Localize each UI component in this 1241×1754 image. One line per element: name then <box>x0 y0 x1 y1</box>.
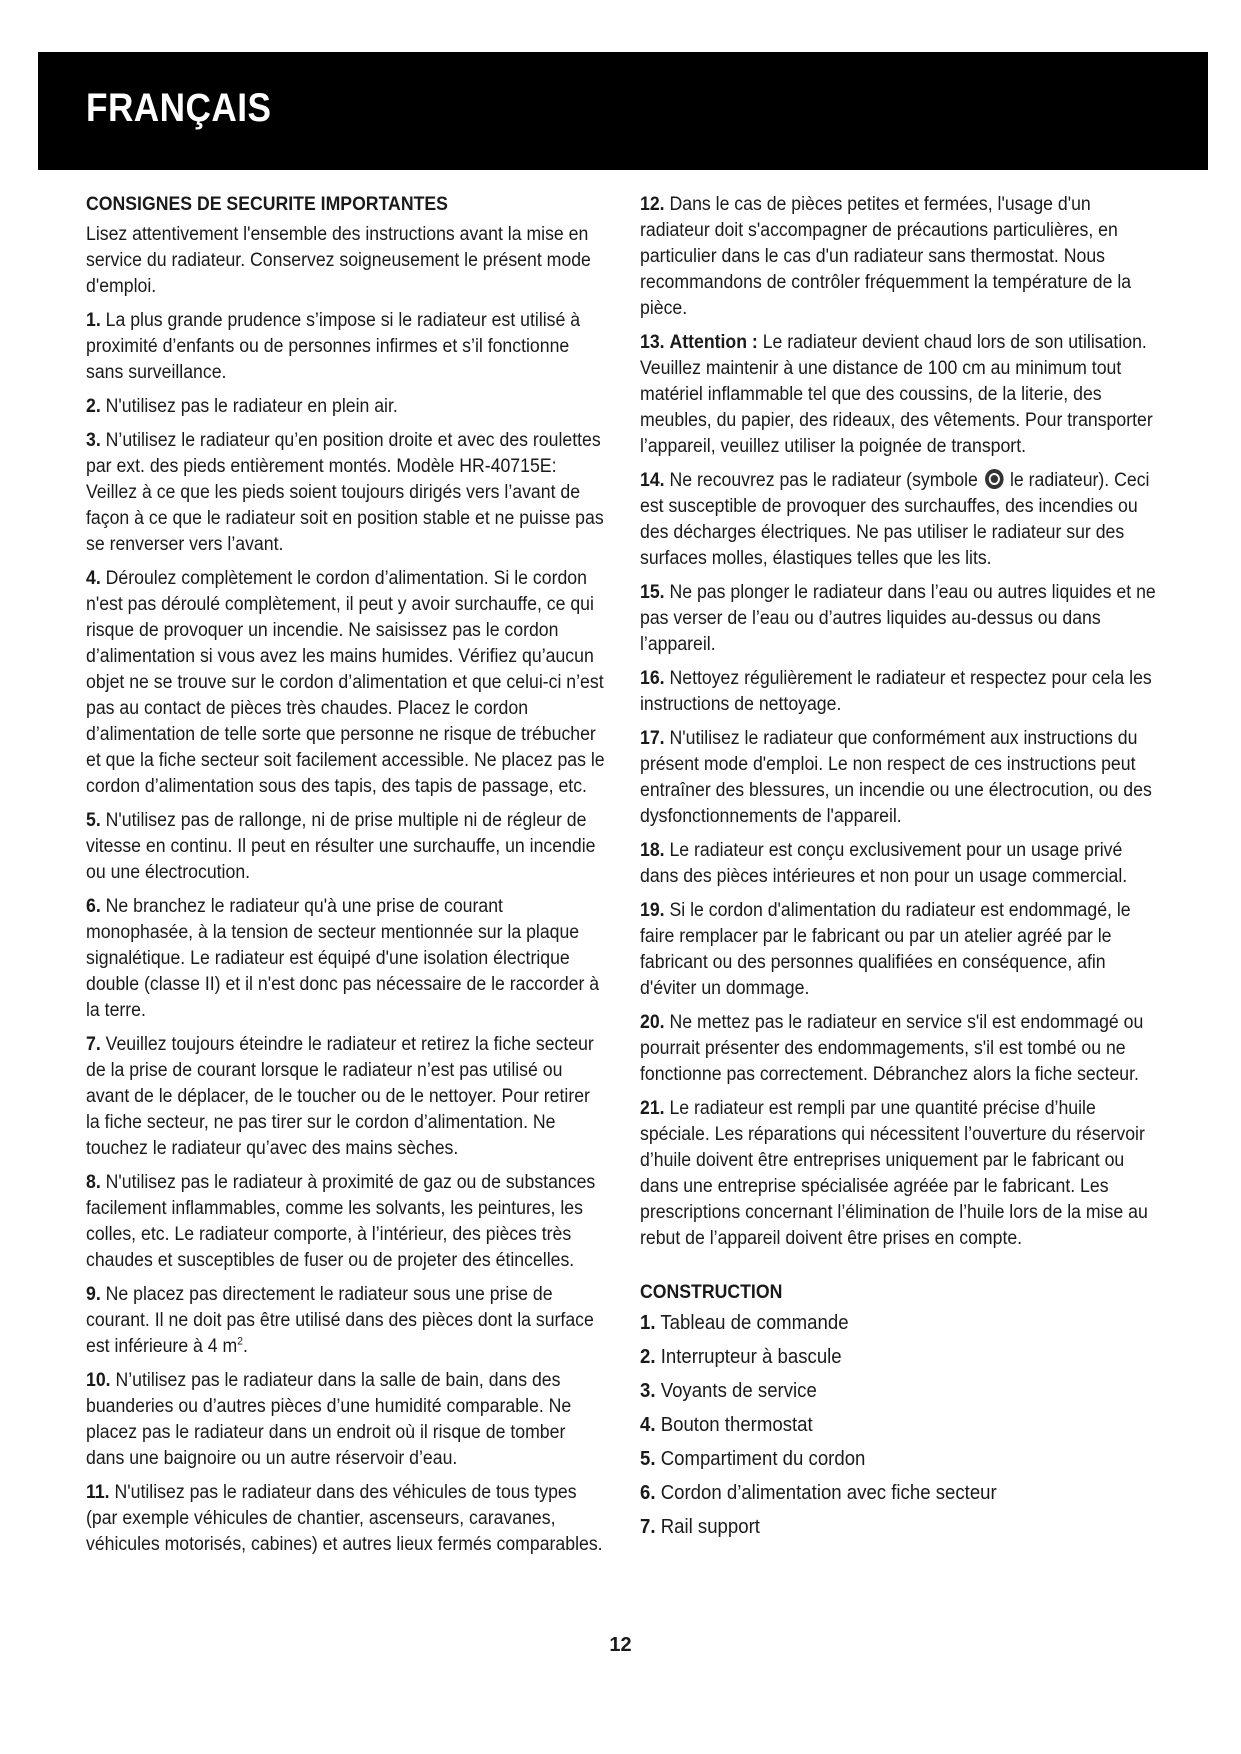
safety-item: 1. La plus grande prudence s’impose si le radiateur est utilisé à proximité d’enfants ou de personnes infirmes et s’il fonctionne sans surveillance. <box>86 310 581 383</box>
left-column <box>86 192 606 1566</box>
construction-item: 1. Tableau de commande <box>640 1312 849 1334</box>
safety-item: 17. N'utilisez le radiateur que conformément aux instructions du présent mode d'emploi. Le non respect de ces instructions peut entraîner des blessures, un incendie ou une électrocution, ou des dysfonctionnements de l'appareil. <box>640 728 1152 827</box>
construction-item: 7. Rail support <box>640 1516 760 1538</box>
safety-item: 4. Déroulez complètement le cordon d’alimentation. Si le cordon n'est pas déroulé complètement, il peut y avoir surchauffe, ce qui risque de provoquer un incendie. Ne saisissez pas le cordon d’alimentation si vous avez les mains humides. Vérifiez qu’aucun objet ne se trouve sur le cordon d’alimentation et que celui-ci n’est pas au contact de pièces très chaudes. Placez le cordon d’alimentation de telle sorte que personne ne risque de trébucher et que la fiche secteur soit facilement accessible. Ne placez pas le cordon d’alimentation sous des tapis, des tapis de passage, etc. <box>86 568 605 797</box>
safety-item: 21. Le radiateur est rempli par une quantité précise d’huile spéciale. Les réparations qui nécessitent l’ouverture du réservoir d’huile doivent être entreprises uniquement par le fabricant ou dans une entreprise spécialisée agréée par le fabricant. Les prescriptions concernant l’élimination de l’huile lors de la mise au rebut de l’appareil doivent être prises en compte. <box>640 1098 1148 1249</box>
safety-item: 18. Le radiateur est conçu exclusivement pour un usage privé dans des pièces intérieures et non pour un usage commercial. <box>640 840 1128 887</box>
page-title: FRANÇAIS <box>86 86 272 130</box>
safety-item: 6. Ne branchez le radiateur qu'à une prise de courant monophasée, à la tension de secteur mentionnée sur la plaque signalétique. Le radiateur est équipé d'une isolation électrique double (classe II) et il n'est donc pas nécessaire de le raccorder à la terre. <box>86 896 600 1021</box>
safety-item: 15. Ne pas plonger le radiateur dans l’eau ou autres liquides et ne pas verser de l’eau ou d’autres liquides au-dessus ou dans l’appareil. <box>640 582 1156 655</box>
construction-item: 5. Compartiment du cordon <box>640 1448 866 1470</box>
page-number: 12 <box>609 1634 632 1656</box>
safety-item: 9. Ne placez pas directement le radiateur sous une prise de courant. Il ne doit pas être utilisé dans des pièces dont la surface est inférieure à 4 $m^2$. <box>86 1284 594 1357</box>
safety-item: 2. N'utilisez pas le radiateur en plein air. <box>86 396 398 417</box>
construction-item: 3. Voyants de service <box>640 1380 817 1402</box>
safety-item: 19. Si le cordon d'alimentation du radiateur est endommagé, le faire remplacer par le fabricant ou par un atelier agréé par le fabricant ou des personnes qualifiées en conséquence, afin d'éviter un dommage. <box>640 900 1131 999</box>
safety-item: 13. Attention : Le radiateur devient chaud lors de son utilisation. Veuillez maintenir à une distance de 100 cm au minimum tout matériel inflammable tel que des coussins, de la literie, des meubles, du papier, des rideaux, des vêtements. Pour transporter l’appareil, veuillez utiliser la poignée de transport. <box>640 332 1153 457</box>
safety-item: 5. N'utilisez pas de rallonge, ni de prise multiple ni de régleur de vitesse en continu. Il peut en résulter une surchauffe, un incendie ou une électrocution. <box>86 810 596 883</box>
construction-item: 4. Bouton thermostat <box>640 1414 813 1436</box>
do-not-cover-icon <box>985 469 1004 489</box>
language-banner <box>38 52 1208 170</box>
safety-item: 14. Ne recouvrez pas le radiateur (symbole le radiateur). Ceci est susceptible de provoquer des surchauffes, des incendies ou des décharges électriques. Ne pas utiliser le radiateur sur des surfaces molles, élastiques telles que les lits. <box>640 470 1150 569</box>
safety-item: 8. N'utilisez pas le radiateur à proximité de gaz ou de substances facilement inflammables, comme les solvants, les peintures, les colles, etc. Le radiateur comporte, à l’intérieur, des pièces très chaudes et susceptibles de fuser ou de projeter des étincelles. <box>86 1172 596 1271</box>
safety-item: 16. Nettoyez régulièrement le radiateur et respectez pour cela les instructions de nettoyage. <box>640 668 1152 715</box>
construction-item: 6. Cordon d’alimentation avec fiche secteur <box>640 1482 997 1504</box>
intro-paragraph: Lisez attentivement l'ensemble des instructions avant la mise en service du radiateur. Conservez soigneusement le présent mode d'emploi. <box>86 224 591 297</box>
safety-item: 3. N’utilisez le radiateur qu’en position droite et avec des roulettes par ext. des pieds entièrement montés. Modèle HR-40715E: Veillez à ce que les pieds soient toujours dirigés vers l’avant de façon à ce que le radiateur soit en position stable et ne puisse pas se renverser vers l’avant. <box>86 430 604 555</box>
safety-item: 12. Dans le cas de pièces petites et fermées, l'usage d'un radiateur doit s'accompagner de précautions particulières, en particulier dans le cas d'un radiateur sans thermostat. Nous recommandons de contrôler fréquemment la température de la pièce. <box>640 194 1132 319</box>
safety-item: 11. N'utilisez pas le radiateur dans des véhicules de tous types (par exemple véhicules de chantier, ascenseurs, caravanes, véhicules motorisés, cabines) et autres lieux fermés comparables. <box>86 1482 603 1555</box>
attention-label: Attention : <box>669 332 758 353</box>
superscript: 2 <box>237 1335 243 1348</box>
construction-item: 2. Interrupteur à bascule <box>640 1346 842 1368</box>
safety-item: 7. Veuillez toujours éteindre le radiateur et retirez la fiche secteur de la prise de courant lorsque le radiateur n’est pas utilisé ou avant de le déplacer, de le toucher ou de le nettoyer. Pour retirer la fiche secteur, ne pas tirer sur le cordon d’alimentation. Ne touchez le radiateur qu’avec des mains sèches. <box>86 1034 594 1159</box>
right-column <box>640 192 1160 1548</box>
safety-heading: CONSIGNES DE SECURITE IMPORTANTES <box>86 194 448 215</box>
safety-item: 10. N’utilisez pas le radiateur dans la salle de bain, dans des buanderies ou d’autres pièces d’une humidité comparable. Ne placez pas le radiateur dans un endroit où il risque de tomber dans une baignoire ou un autre réservoir d’eau. <box>86 1370 572 1469</box>
construction-heading: CONSTRUCTION <box>640 1282 783 1303</box>
construction-list <box>640 1310 1160 1540</box>
safety-item: 20. Ne mettez pas le radiateur en service s'il est endommagé ou pourrait présenter des endommagements, s'il est tombé ou ne fonctionne pas correctement. Débranchez alors la fiche secteur. <box>640 1012 1144 1085</box>
